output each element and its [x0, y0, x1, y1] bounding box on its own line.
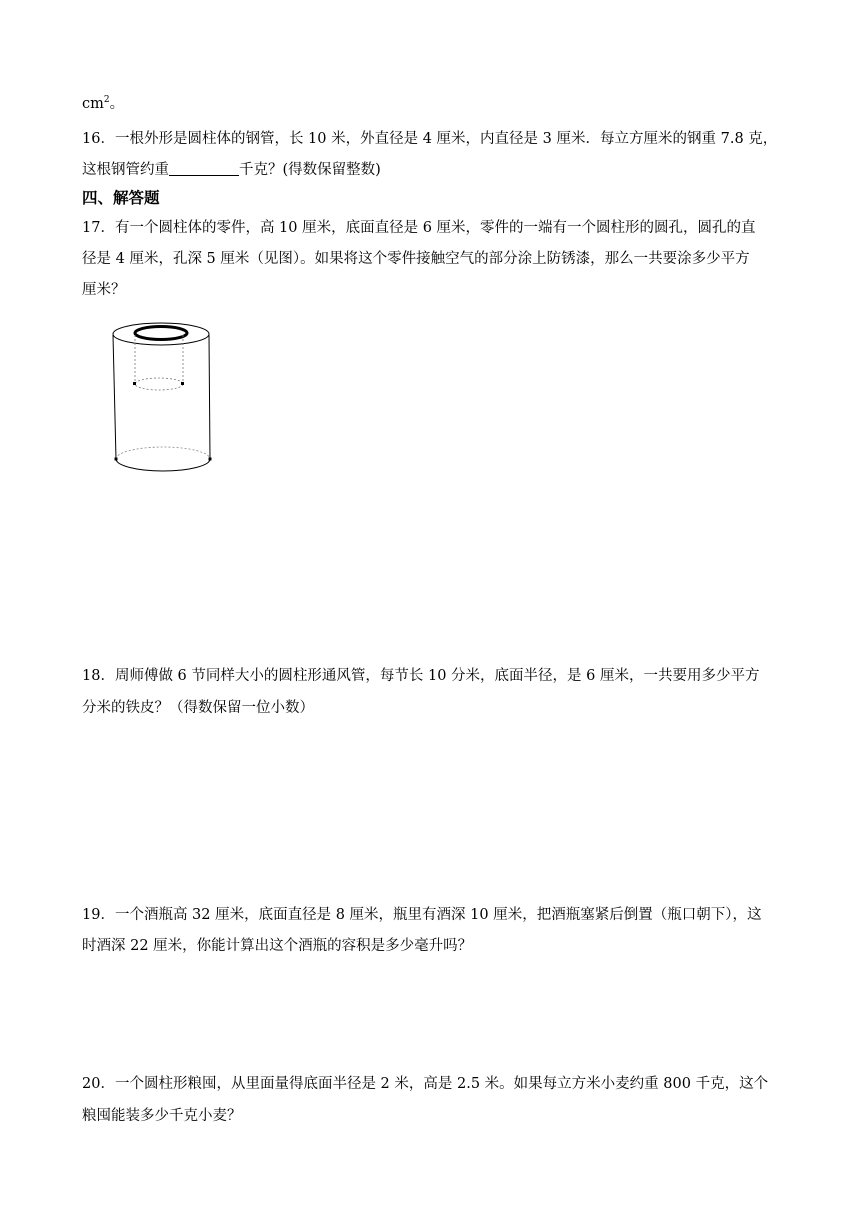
unit-sup: 2 [103, 95, 110, 106]
q16-text-before: 这根钢管约重 [82, 162, 169, 178]
q16-text-after: 千克？(得数保留整数) [239, 162, 381, 178]
q16-line1: 16．一根外形是圆柱体的钢管，长 10 米，外直径是 4 厘米，内直径是 3 厘米．每立方厘米的钢重 7.8 克， [82, 131, 778, 147]
q16-line2 [82, 158, 381, 179]
q18-line1: 18．周师傅做 6 节同样大小的圆柱形通风管，每节长 10 分米，底面半径，是 6 厘米，一共要用多少平方 [82, 668, 760, 684]
q19-line2: 时酒深 22 厘米，你能计算出这个酒瓶的容积是多少毫升吗？ [82, 938, 473, 954]
q19-line1: 19．一个酒瓶高 32 厘米，底面直径是 8 厘米，瓶里有酒深 10 厘米，把酒瓶塞紧后倒置（瓶口朝下），这 [82, 907, 762, 923]
q16-answer-blank[interactable] [169, 161, 239, 177]
q17-line1: 17．有一个圆柱体的零件，高 10 厘米，底面直径是 6 厘米，零件的一端有一个圆柱形的圆孔，圆孔的直 [82, 220, 756, 236]
section-heading: 四、解答题 [82, 189, 160, 207]
q17-line3: 厘米？ [82, 282, 126, 298]
q17-line2: 径是 4 厘米，孔深 5 厘米（见图）。如果将这个零件接触空气的部分涂上防锈漆，那么一共要涂多少平方 [82, 251, 750, 267]
top-unit-text [82, 92, 124, 113]
q20-line2: 粮囤能装多少千克小麦？ [82, 1108, 242, 1124]
q20-line1: 20．一个圆柱形粮囤，从里面量得底面半径是 2 米，高是 2.5 米。如果每立方米小麦约重 800 千克，这个 [82, 1076, 769, 1092]
unit-base: cm [82, 96, 104, 112]
q18-line2: 分米的铁皮？（得数保留一位小数） [82, 700, 314, 716]
cylinder-with-hole-figure [100, 318, 230, 478]
unit-tail: 。 [109, 96, 125, 112]
